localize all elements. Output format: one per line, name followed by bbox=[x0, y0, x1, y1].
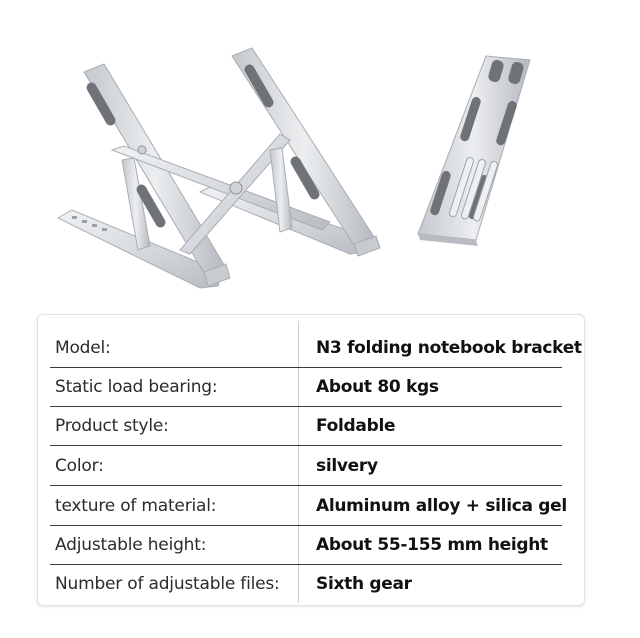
spec-value: Aluminum alloy + silica gel bbox=[316, 496, 567, 516]
unfolded-stand bbox=[58, 48, 380, 288]
spec-label: Model: bbox=[55, 338, 111, 358]
spec-row-height bbox=[50, 526, 562, 565]
spec-label: Static load bearing: bbox=[55, 377, 218, 397]
spec-table bbox=[37, 314, 585, 606]
spec-value: About 80 kgs bbox=[316, 377, 439, 397]
row-divider bbox=[50, 445, 562, 446]
spec-row-model bbox=[50, 329, 582, 368]
spec-row-material bbox=[50, 487, 567, 526]
spec-value: Sixth gear bbox=[316, 574, 412, 594]
spec-value: Foldable bbox=[316, 416, 396, 436]
spec-label: Product style: bbox=[55, 416, 169, 436]
spec-row-gears bbox=[50, 565, 562, 604]
spec-label: Adjustable height: bbox=[55, 535, 207, 555]
folded-stand bbox=[418, 56, 530, 246]
spec-value: About 55-155 mm height bbox=[316, 535, 548, 555]
spec-row-load bbox=[50, 368, 562, 407]
product-image bbox=[0, 0, 640, 305]
spec-label: texture of material: bbox=[55, 496, 217, 516]
spec-value: N3 folding notebook bracket bbox=[316, 338, 582, 358]
spec-value: silvery bbox=[316, 456, 378, 476]
row-divider bbox=[50, 485, 562, 486]
spec-row-style bbox=[50, 407, 562, 446]
spec-label: Number of adjustable files: bbox=[55, 574, 280, 594]
spec-label: Color: bbox=[55, 456, 104, 476]
spec-row-color bbox=[50, 447, 562, 486]
